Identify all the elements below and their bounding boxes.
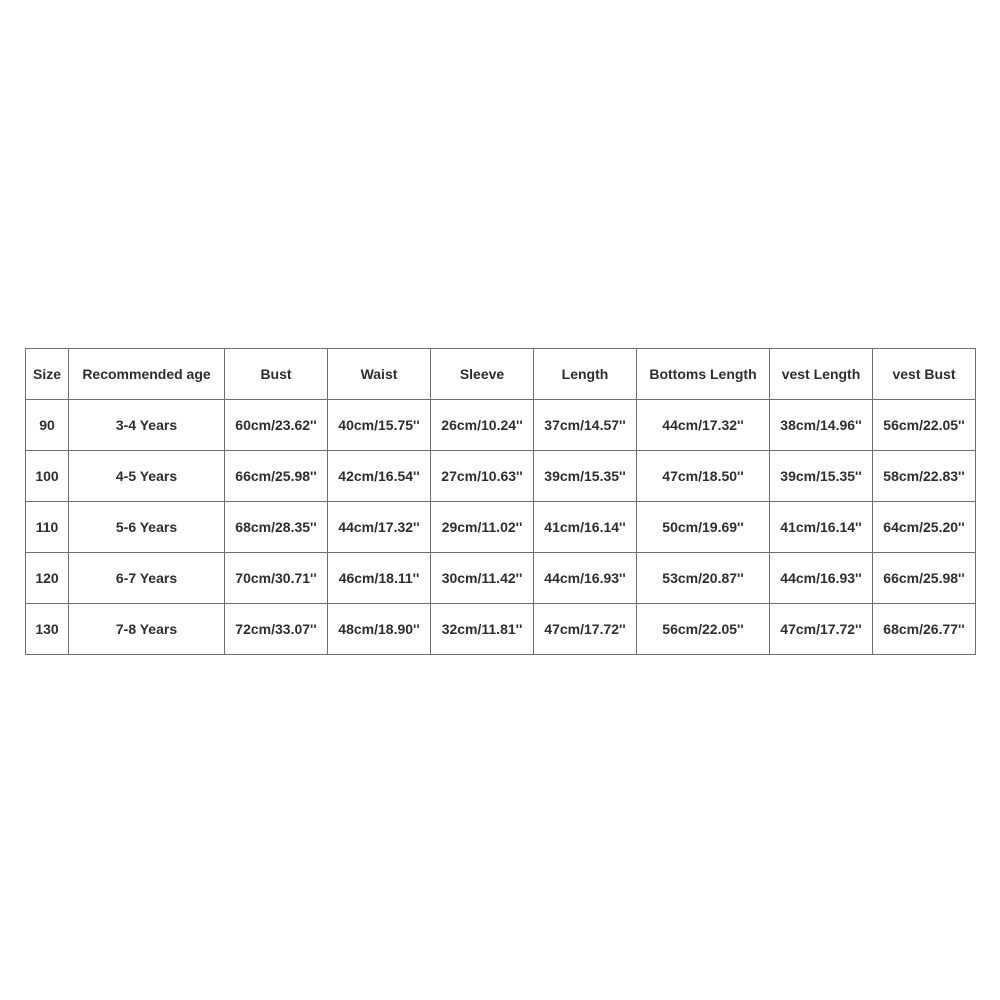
table-row [26,604,976,655]
cell-size: 130 [26,604,69,655]
cell-bust: 68cm/28.35'' [225,502,328,553]
cell-waist: 44cm/17.32'' [328,502,431,553]
cell-waist: 48cm/18.90'' [328,604,431,655]
cell-vest-bust: 66cm/25.98'' [873,553,976,604]
cell-sleeve: 32cm/11.81'' [431,604,534,655]
cell-sleeve: 26cm/10.24'' [431,400,534,451]
cell-length: 47cm/17.72'' [534,604,637,655]
cell-sleeve: 30cm/11.42'' [431,553,534,604]
cell-size: 90 [26,400,69,451]
cell-vest-length: 47cm/17.72'' [770,604,873,655]
header-row [26,349,976,400]
header-length: Length [534,349,637,400]
cell-bust: 60cm/23.62'' [225,400,328,451]
table-row [26,400,976,451]
cell-vest-length: 38cm/14.96'' [770,400,873,451]
table-row [26,553,976,604]
header-bottoms-length: Bottoms Length [637,349,770,400]
cell-vest-bust: 64cm/25.20'' [873,502,976,553]
cell-bust: 70cm/30.71'' [225,553,328,604]
header-bust: Bust [225,349,328,400]
cell-recommended-age: 7-8 Years [69,604,225,655]
cell-waist: 46cm/18.11'' [328,553,431,604]
cell-size: 110 [26,502,69,553]
cell-bottoms-length: 50cm/19.69'' [637,502,770,553]
cell-bottoms-length: 53cm/20.87'' [637,553,770,604]
header-recommended-age: Recommended age [69,349,225,400]
cell-vest-bust: 68cm/26.77'' [873,604,976,655]
cell-length: 39cm/15.35'' [534,451,637,502]
cell-bottoms-length: 47cm/18.50'' [637,451,770,502]
cell-bottoms-length: 56cm/22.05'' [637,604,770,655]
cell-bust: 66cm/25.98'' [225,451,328,502]
header-sleeve: Sleeve [431,349,534,400]
cell-recommended-age: 3-4 Years [69,400,225,451]
cell-waist: 42cm/16.54'' [328,451,431,502]
cell-sleeve: 29cm/11.02'' [431,502,534,553]
size-chart-table [25,348,976,655]
cell-length: 44cm/16.93'' [534,553,637,604]
cell-waist: 40cm/15.75'' [328,400,431,451]
header-vest-bust: vest Bust [873,349,976,400]
header-vest-length: vest Length [770,349,873,400]
cell-recommended-age: 4-5 Years [69,451,225,502]
cell-size: 120 [26,553,69,604]
table-row [26,502,976,553]
cell-bust: 72cm/33.07'' [225,604,328,655]
cell-size: 100 [26,451,69,502]
cell-recommended-age: 5-6 Years [69,502,225,553]
cell-vest-length: 44cm/16.93'' [770,553,873,604]
table-body [26,400,976,655]
cell-length: 41cm/16.14'' [534,502,637,553]
cell-vest-length: 39cm/15.35'' [770,451,873,502]
cell-vest-bust: 56cm/22.05'' [873,400,976,451]
table-header [26,349,976,400]
cell-vest-bust: 58cm/22.83'' [873,451,976,502]
cell-bottoms-length: 44cm/17.32'' [637,400,770,451]
header-size: Size [26,349,69,400]
cell-length: 37cm/14.57'' [534,400,637,451]
cell-vest-length: 41cm/16.14'' [770,502,873,553]
cell-recommended-age: 6-7 Years [69,553,225,604]
table-row [26,451,976,502]
header-waist: Waist [328,349,431,400]
cell-sleeve: 27cm/10.63'' [431,451,534,502]
